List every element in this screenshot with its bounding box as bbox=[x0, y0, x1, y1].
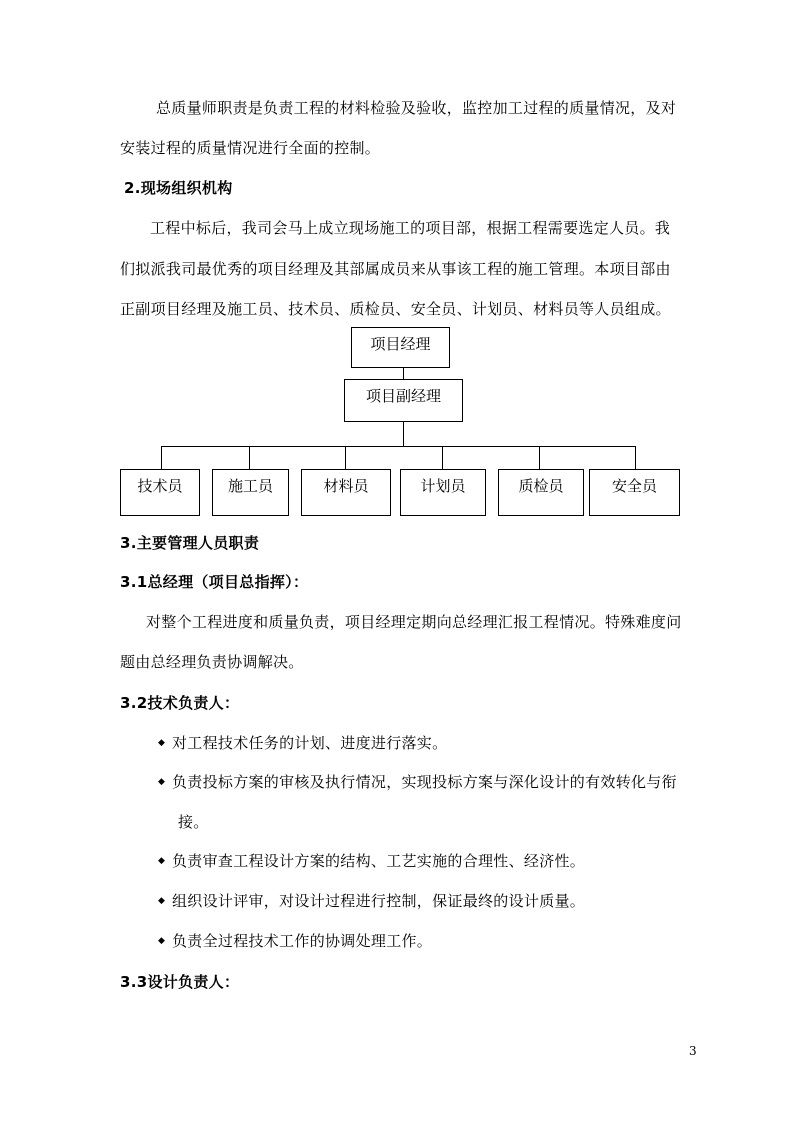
bullet-item-2-continuation: 接。 bbox=[178, 813, 209, 831]
bullet-item-3: 负责审查工程设计方案的结构、工艺实施的合理性、经济性。 bbox=[172, 852, 586, 870]
section-2-para-line-1: 工程中标后，我司会马上成立现场施工的项目部，根据工程需要选定人员。我 bbox=[150, 219, 671, 237]
org-box-label: 材料员 bbox=[323, 477, 369, 495]
org-box-planner bbox=[400, 469, 486, 516]
org-drop-2 bbox=[249, 446, 250, 469]
section-2-para-line-2: 们拟派我司最优秀的项目经理及其部属成员来从事该工程的施工管理。本项目部由 bbox=[120, 260, 671, 278]
org-box-label: 计划员 bbox=[420, 477, 466, 495]
section-3-1-line-1: 对整个工程进度和质量负责，项目经理定期向总经理汇报工程情况。特殊难度问 bbox=[146, 613, 682, 631]
intro-line-2: 安装过程的质量情况进行全面的控制。 bbox=[120, 139, 381, 157]
bullet-diamond-icon: ◆ bbox=[158, 896, 165, 906]
org-drop-1 bbox=[161, 446, 162, 469]
bullet-diamond-icon: ◆ bbox=[158, 738, 165, 748]
section-3-heading: 3.主要管理人员职责 bbox=[120, 534, 260, 552]
bullet-item-1: 对工程技术任务的计划、进度进行落实。 bbox=[172, 734, 448, 752]
section-3-3-heading: 3.3设计负责人： bbox=[120, 973, 240, 991]
bullet-diamond-icon: ◆ bbox=[158, 856, 165, 866]
section-2-para-line-3: 正副项目经理及施工员、技术员、质检员、安全员、计划员、材料员等人员组成。 bbox=[120, 300, 671, 318]
org-box-label: 项目副经理 bbox=[365, 387, 441, 405]
org-drop-4 bbox=[442, 446, 443, 469]
section-3-1-line-2: 题由总经理负责协调解决。 bbox=[120, 653, 304, 671]
org-connector-top bbox=[403, 368, 404, 379]
org-box-safety-officer bbox=[589, 469, 680, 516]
org-box-label: 施工员 bbox=[227, 477, 273, 495]
org-connector-horizontal bbox=[161, 446, 636, 447]
org-box-project-manager bbox=[351, 327, 450, 368]
org-drop-6 bbox=[635, 446, 636, 469]
org-drop-3 bbox=[345, 446, 346, 469]
section-3-1-heading: 3.1总经理（项目总指挥）： bbox=[120, 573, 309, 591]
section-2-heading: 2.现场组织机构 bbox=[124, 179, 233, 197]
bullet-item-5: 负责全过程技术工作的协调处理工作。 bbox=[172, 932, 433, 950]
org-box-label: 技术员 bbox=[137, 477, 183, 495]
bullet-diamond-icon: ◆ bbox=[158, 936, 165, 946]
org-connector-middle bbox=[403, 422, 404, 446]
section-3-2-heading: 3.2技术负责人： bbox=[120, 694, 240, 712]
bullet-diamond-icon: ◆ bbox=[158, 777, 165, 787]
org-box-construction-staff bbox=[212, 469, 289, 516]
org-box-technician bbox=[120, 469, 200, 516]
org-box-label: 项目经理 bbox=[370, 335, 431, 353]
org-box-quality-inspector bbox=[498, 469, 584, 516]
org-drop-5 bbox=[539, 446, 540, 469]
org-box-label: 质检员 bbox=[518, 477, 564, 495]
bullet-item-2: 负责投标方案的审核及执行情况，实现投标方案与深化设计的有效转化与衔 bbox=[172, 773, 677, 791]
org-box-label: 安全员 bbox=[611, 477, 657, 495]
intro-line-1: 总质量师职责是负责工程的材料检验及验收，监控加工过程的质量情况，及对 bbox=[156, 99, 677, 117]
org-box-materials-staff bbox=[301, 469, 391, 516]
page-number: 3 bbox=[689, 1044, 697, 1058]
bullet-item-4: 组织设计评审，对设计过程进行控制，保证最终的设计质量。 bbox=[172, 892, 586, 910]
org-box-deputy-manager bbox=[344, 379, 463, 422]
